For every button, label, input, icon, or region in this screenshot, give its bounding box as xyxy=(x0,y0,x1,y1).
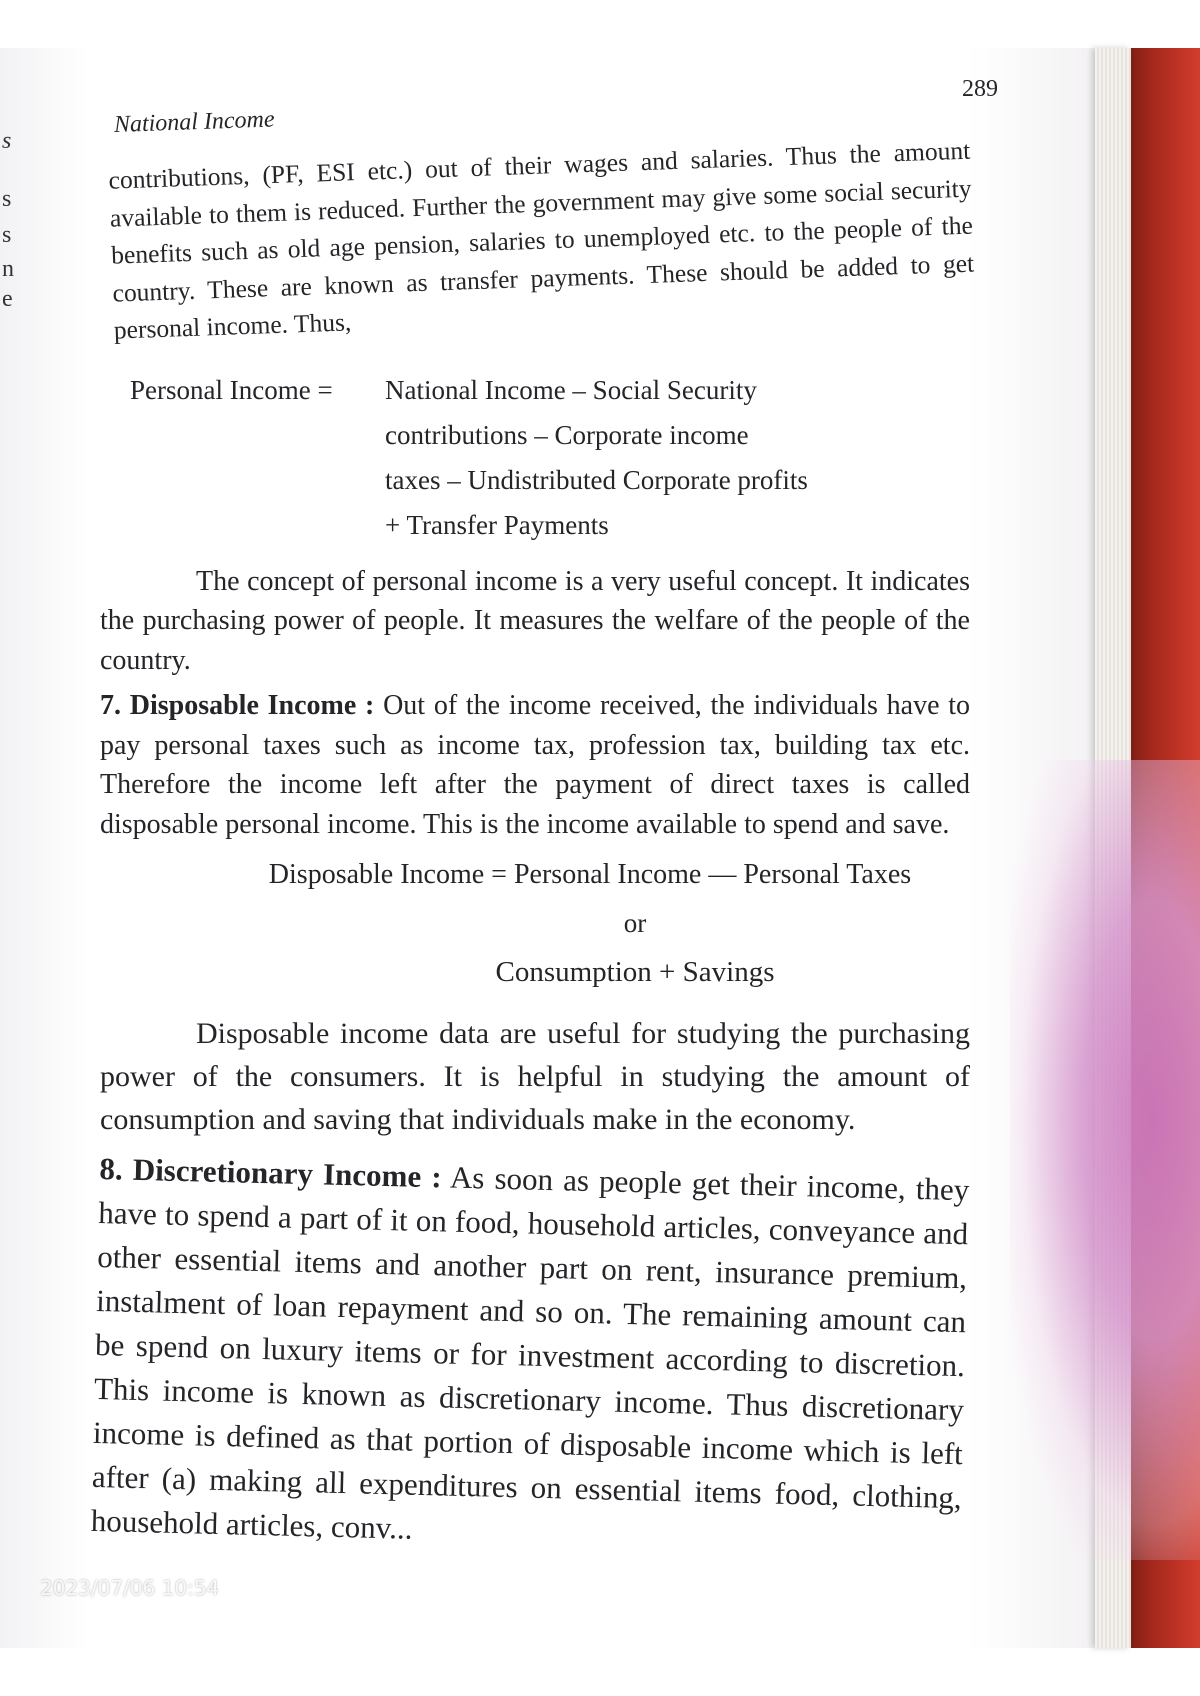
margin-glyph: n xyxy=(2,256,14,282)
margin-glyph: e xyxy=(2,286,13,312)
section-text: Out of the income received, the individuals have to pay personal taxes such as income tax, profession tax, building tax etc. Therefore the income left after the payment of direct taxes is called disposable personal income. This is the income available to spend and save. xyxy=(100,690,971,840)
formula-label: Personal Income = xyxy=(130,374,333,405)
section-heading: 7. Disposable Income : xyxy=(100,690,375,721)
formula-alternative: Consumption + Savings xyxy=(495,956,775,988)
formula-or: or xyxy=(623,908,647,938)
section-disposable-income xyxy=(100,686,970,844)
formula-line: contributions – Corporate income xyxy=(385,419,749,450)
margin-glyph: s xyxy=(2,222,12,248)
disposable-income-formula: Disposable Income = Personal Income — Personal Taxes xyxy=(268,859,912,890)
running-head: National Income xyxy=(113,106,275,138)
section-heading: 8. Discretionary Income : xyxy=(99,1150,443,1195)
formula-line: taxes – Undistributed Corporate profits xyxy=(385,464,808,495)
paragraph-personal-income-concept: The concept of personal income is a very useful concept. It indicates the purchasing power of people. It measures the welfare of the people of the country. xyxy=(100,565,970,676)
personal-income-formula xyxy=(130,368,970,548)
formula-line: + Transfer Payments xyxy=(385,509,609,540)
page-number: 289 xyxy=(962,76,998,102)
margin-glyph: s xyxy=(2,186,12,212)
paragraph-transfer-payments: contributions, (PF, ESI etc.) out of their wages and salaries. Thus the amount available to them is reduced. Further the government may give some social security benefits such as old age pension, salaries to unemployed etc. to the people of the country. These are known as transfer payments. These should be added to get personal income. Thus, xyxy=(108,135,975,345)
paragraph-disposable-income-data: Disposable income data are useful for studying the purchasing power of the consumers. It is helpful in studying the amount of consumption and saving that individuals make in the economy. xyxy=(100,1017,970,1136)
section-text: As soon as people get their income, they have to spend a part of it on food, household articles, conveyance and other essential items and another part on rent, insurance premium, instalment of loan repayment and so on. The remaining amount can be spend on luxury items or for investment according to discretion. This income is known as discretionary income. Thus discretionary income is defined as that portion of disposable income which is left after (a) making all expenditures on essential items food, clothing, household articles, conv... xyxy=(90,1159,970,1546)
thumb-shadow xyxy=(1010,760,1200,1560)
margin-glyph: s xyxy=(2,128,12,154)
formula-line: National Income – Social Security xyxy=(385,374,757,405)
page-content xyxy=(90,70,998,1549)
section-discretionary-income xyxy=(90,1147,969,1564)
formula-rhs xyxy=(385,368,885,548)
photo-timestamp: 2023/07/06 10:54 xyxy=(40,1576,220,1600)
